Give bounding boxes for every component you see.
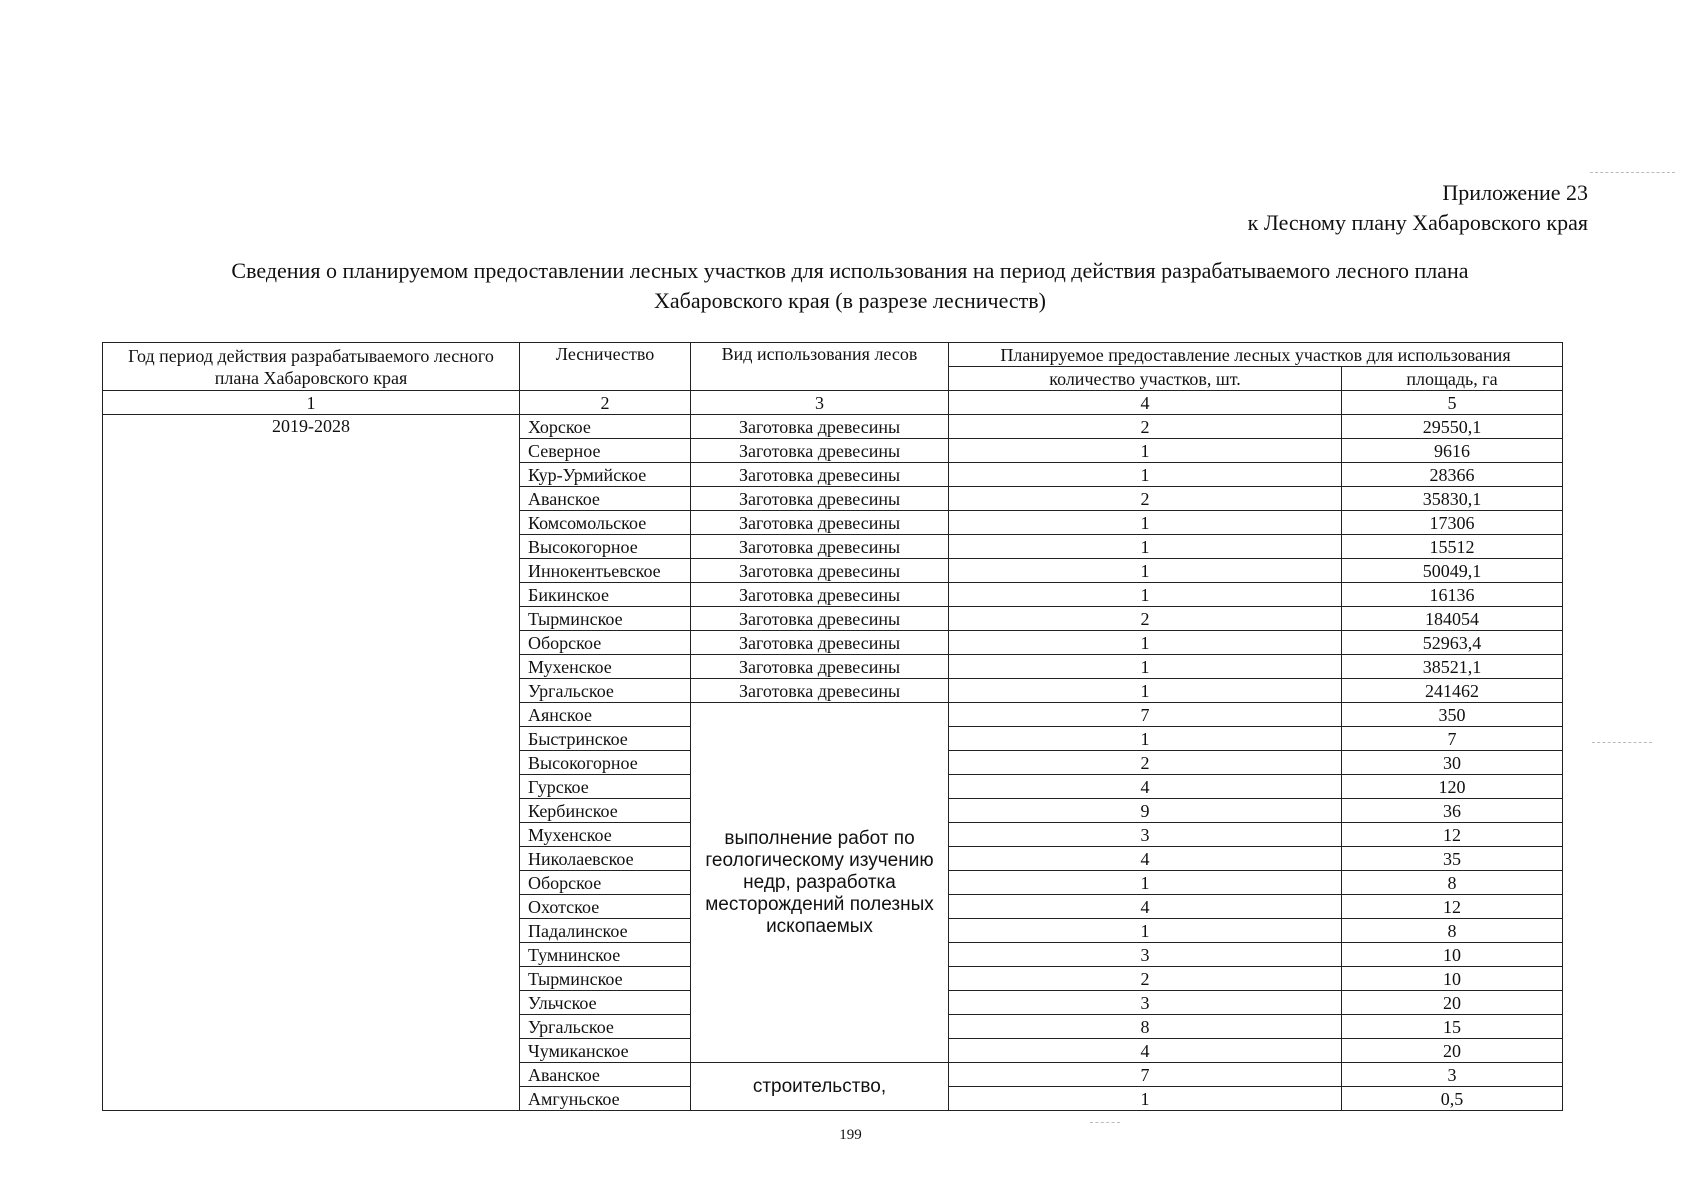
area-cell: 38521,1 [1342,655,1563,679]
forestry-cell: Гурское [520,775,691,799]
header-period: Год период действия разрабатываемого лесного плана Хабаровского края [103,343,520,391]
area-cell: 30 [1342,751,1563,775]
forestry-cell: Тырминское [520,607,691,631]
area-cell: 350 [1342,703,1563,727]
count-cell: 1 [949,919,1342,943]
count-cell: 1 [949,727,1342,751]
forestry-cell: Хорское [520,415,691,439]
area-cell: 10 [1342,943,1563,967]
forestry-cell: Амгуньское [520,1087,691,1111]
page-number: 199 [839,1127,862,1143]
title-line-1: Сведения о планируемом предоставлении лесных участков для использования на период действия разрабатываемого лесного плана [231,258,1469,283]
forestry-cell: Тырминское [520,967,691,991]
appendix-line-1: Приложение 23 [1442,180,1588,205]
forestry-cell: Охотское [520,895,691,919]
header-area: площадь, га [1342,367,1563,391]
forestry-cell: Чумиканское [520,1039,691,1063]
title-line-2: Хабаровского края (в разрезе лесничеств) [654,288,1046,313]
header-planned-group: Планируемое предоставление лесных участков для использования [949,343,1563,367]
area-cell: 28366 [1342,463,1563,487]
count-cell: 9 [949,799,1342,823]
area-cell: 9616 [1342,439,1563,463]
forestry-cell: Аванское [520,487,691,511]
column-number: 5 [1342,391,1563,415]
use-type-cell: Заготовка древесины [691,631,949,655]
count-cell: 1 [949,871,1342,895]
area-cell: 50049,1 [1342,559,1563,583]
count-cell: 1 [949,463,1342,487]
header-use-type: Вид использования лесов [691,343,949,391]
scan-artifact [1592,742,1652,743]
count-cell: 1 [949,439,1342,463]
count-cell: 4 [949,775,1342,799]
forestry-cell: Ургальское [520,1015,691,1039]
area-cell: 241462 [1342,679,1563,703]
area-cell: 36 [1342,799,1563,823]
count-cell: 2 [949,415,1342,439]
count-cell: 1 [949,511,1342,535]
count-cell: 3 [949,943,1342,967]
scan-artifact [1590,172,1675,173]
area-cell: 15 [1342,1015,1563,1039]
use-type-cell: Заготовка древесины [691,679,949,703]
area-cell: 184054 [1342,607,1563,631]
area-cell: 16136 [1342,583,1563,607]
count-cell: 8 [949,1015,1342,1039]
area-cell: 35830,1 [1342,487,1563,511]
forestry-cell: Высокогорное [520,751,691,775]
count-cell: 4 [949,847,1342,871]
area-cell: 35 [1342,847,1563,871]
count-cell: 4 [949,895,1342,919]
count-cell: 4 [949,1039,1342,1063]
area-cell: 12 [1342,895,1563,919]
forestry-cell: Николаевское [520,847,691,871]
forestry-cell: Северное [520,439,691,463]
count-cell: 7 [949,1063,1342,1087]
scan-artifact [1090,1122,1120,1123]
geology-use-cell: выполнение работ по геологическому изучению недр, разработка месторождений полезных ископаемых [691,703,949,1063]
forestry-cell: Тумнинское [520,943,691,967]
area-cell: 120 [1342,775,1563,799]
appendix-note [1248,178,1588,238]
document-title [120,256,1580,316]
header-forestry: Лесничество [520,343,691,391]
count-cell: 2 [949,751,1342,775]
use-type-cell: Заготовка древесины [691,487,949,511]
use-type-cell: Заготовка древесины [691,439,949,463]
use-type-cell: Заготовка древесины [691,511,949,535]
count-cell: 1 [949,535,1342,559]
forestry-cell: Падалинское [520,919,691,943]
appendix-line-2: к Лесному плану Хабаровского края [1247,210,1588,235]
area-cell: 29550,1 [1342,415,1563,439]
count-cell: 1 [949,1087,1342,1111]
use-type-cell: Заготовка древесины [691,535,949,559]
forestry-cell: Ульчское [520,991,691,1015]
area-cell: 17306 [1342,511,1563,535]
use-type-cell: Заготовка древесины [691,559,949,583]
forestry-cell: Комсомольское [520,511,691,535]
count-cell: 2 [949,487,1342,511]
column-number: 2 [520,391,691,415]
area-cell: 12 [1342,823,1563,847]
area-cell: 3 [1342,1063,1563,1087]
count-cell: 3 [949,991,1342,1015]
table-row [103,415,1563,439]
area-cell: 8 [1342,871,1563,895]
forestry-cell: Кербинское [520,799,691,823]
forestry-cell: Оборское [520,631,691,655]
construction-use-cell: строительство, [691,1063,949,1111]
forestry-cell: Аянское [520,703,691,727]
forestry-cell: Ургальское [520,679,691,703]
count-cell: 1 [949,559,1342,583]
forestry-cell: Бикинское [520,583,691,607]
header-count: количество участков, шт. [949,367,1342,391]
count-cell: 7 [949,703,1342,727]
count-cell: 2 [949,967,1342,991]
forestry-cell: Иннокентьевское [520,559,691,583]
use-type-cell: Заготовка древесины [691,463,949,487]
use-type-cell: Заготовка древесины [691,583,949,607]
count-cell: 3 [949,823,1342,847]
forestry-cell: Мухенское [520,655,691,679]
area-cell: 7 [1342,727,1563,751]
column-number: 4 [949,391,1342,415]
count-cell: 2 [949,607,1342,631]
count-cell: 1 [949,655,1342,679]
area-cell: 0,5 [1342,1087,1563,1111]
forestry-cell: Аванское [520,1063,691,1087]
forestry-cell: Быстринское [520,727,691,751]
forestry-cell: Высокогорное [520,535,691,559]
forestry-cell: Кур-Урмийское [520,463,691,487]
column-number: 1 [103,391,520,415]
use-type-cell: Заготовка древесины [691,607,949,631]
column-number: 3 [691,391,949,415]
area-cell: 15512 [1342,535,1563,559]
area-cell: 20 [1342,991,1563,1015]
use-type-cell: Заготовка древесины [691,655,949,679]
count-cell: 1 [949,631,1342,655]
forest-plots-table [102,342,1563,1111]
period-cell: 2019-2028 [103,415,520,1111]
area-cell: 8 [1342,919,1563,943]
count-cell: 1 [949,679,1342,703]
forestry-cell: Мухенское [520,823,691,847]
area-cell: 52963,4 [1342,631,1563,655]
forestry-cell: Оборское [520,871,691,895]
area-cell: 10 [1342,967,1563,991]
count-cell: 1 [949,583,1342,607]
area-cell: 20 [1342,1039,1563,1063]
use-type-cell: Заготовка древесины [691,415,949,439]
